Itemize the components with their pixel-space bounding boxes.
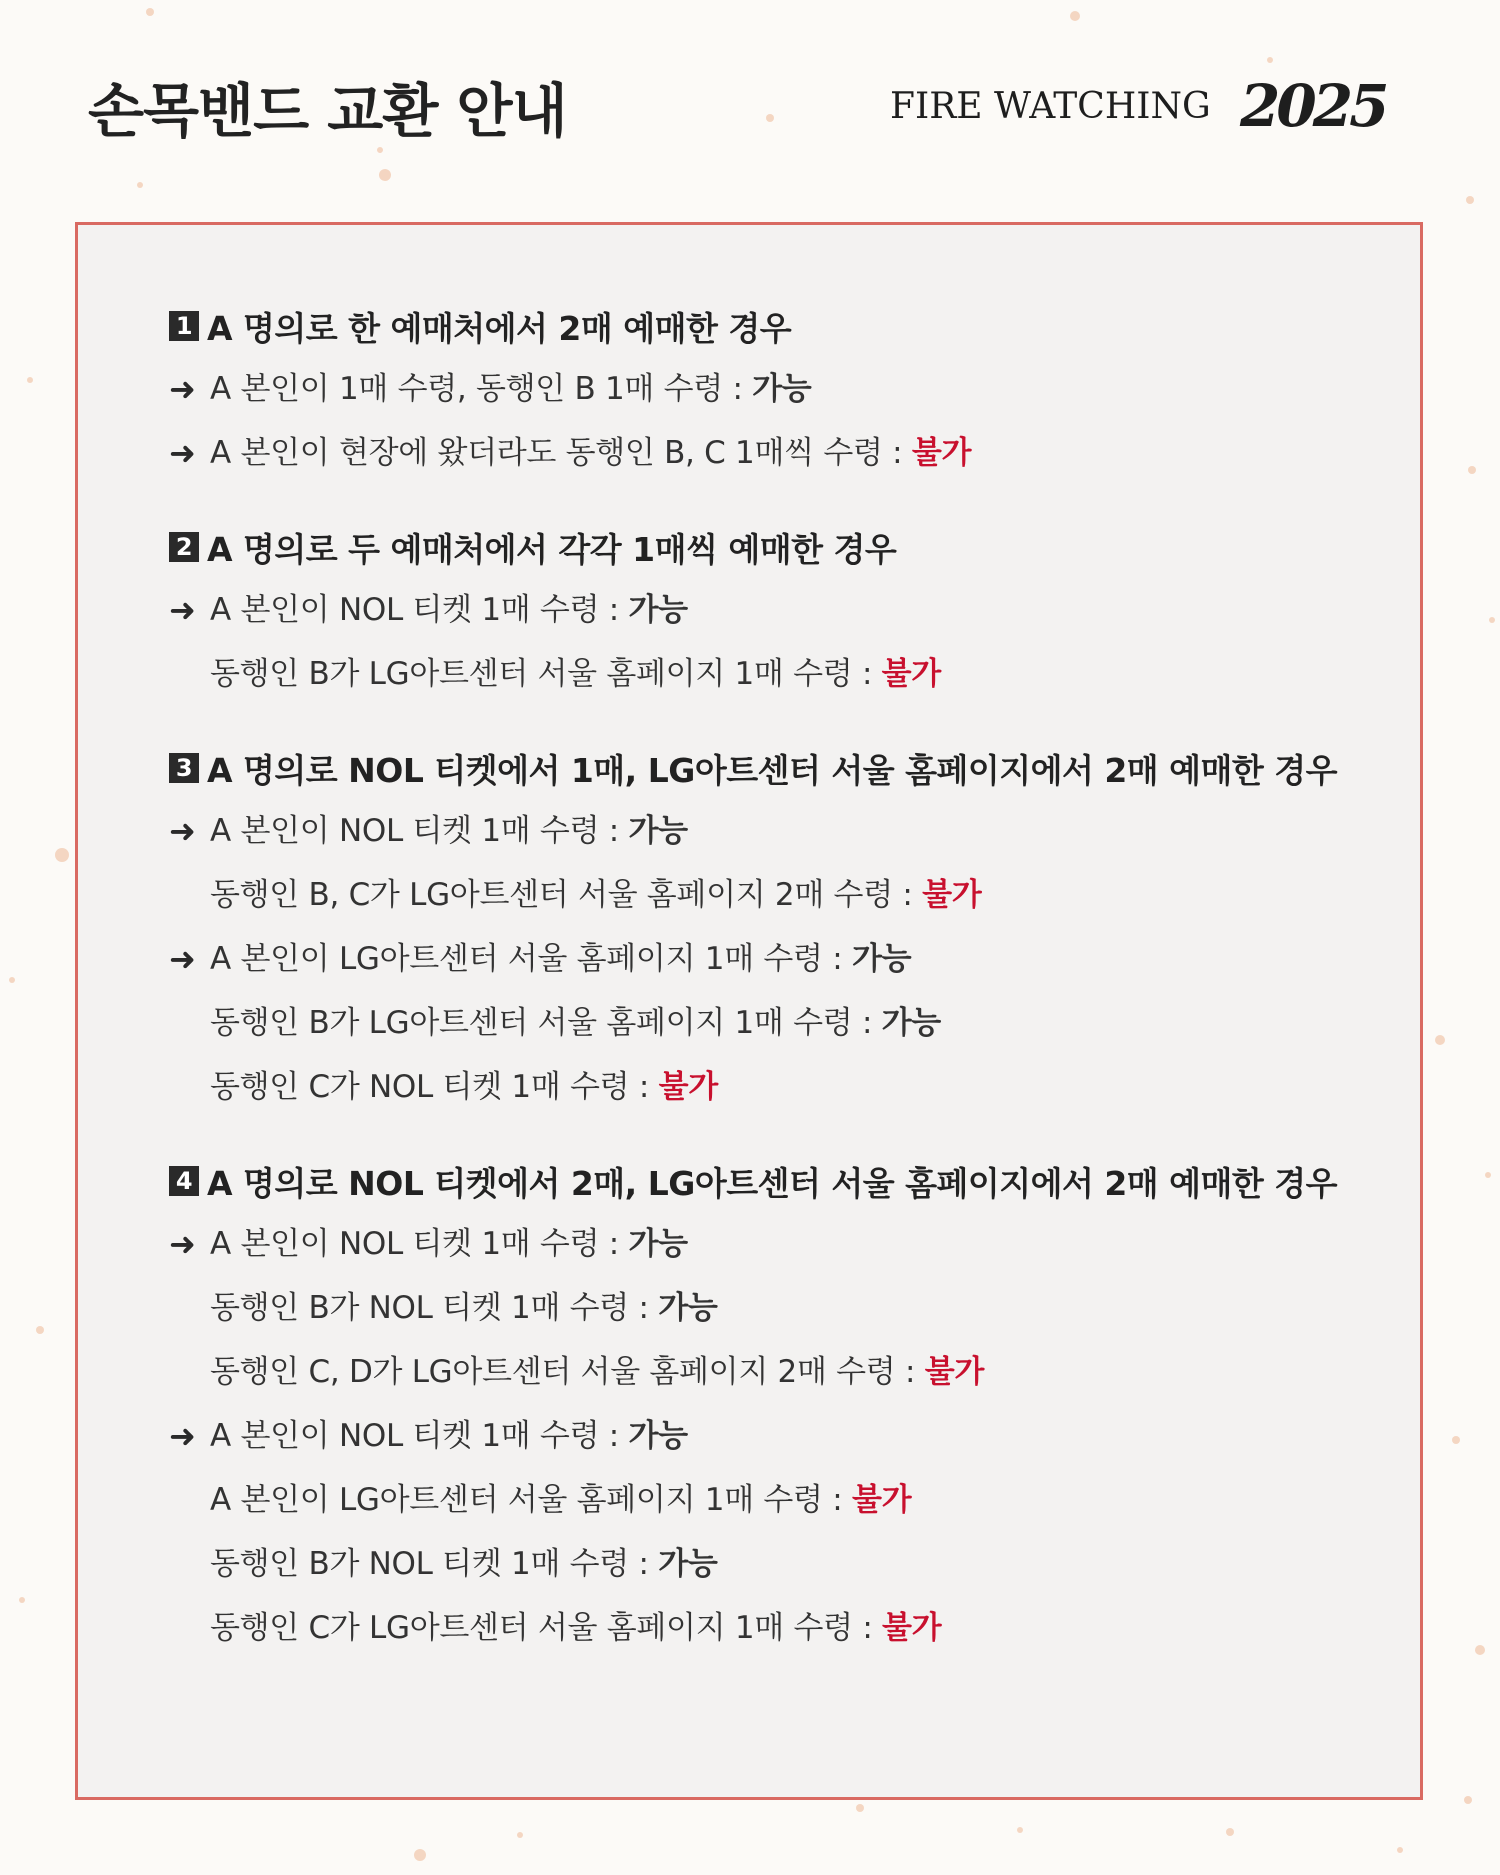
verdict-allowed: 가능 (658, 1290, 718, 1326)
right-arrow-icon: ➜ (169, 434, 196, 472)
case-line (169, 939, 1389, 980)
line-text: A 본인이 1매 수령, 동행인 B 1매 수령 : (210, 371, 753, 407)
cases-list (169, 305, 1389, 1701)
case-heading (169, 747, 1389, 789)
verdict-denied: 불가 (922, 877, 982, 913)
verdict-denied: 불가 (882, 1610, 942, 1646)
right-arrow-icon: ➜ (169, 370, 196, 408)
right-arrow-icon: ➜ (169, 1417, 196, 1455)
verdict-denied: 불가 (658, 1069, 718, 1105)
line-text: 동행인 B가 LG아트센터 서울 홈페이지 1매 수령 : (210, 1005, 882, 1041)
right-arrow-icon: ➜ (169, 591, 196, 629)
case-number-badge: 4 (169, 1166, 199, 1196)
case-block (169, 747, 1389, 1108)
verdict-allowed: 가능 (628, 1418, 688, 1454)
case-line (169, 433, 1389, 474)
verdict-denied: 불가 (924, 1354, 984, 1390)
case-block (169, 526, 1389, 695)
case-line (169, 1480, 1389, 1521)
verdict-denied: 불가 (881, 656, 941, 692)
right-arrow-icon: ➜ (169, 1225, 196, 1263)
case-heading-text: A 명의로 NOL 티켓에서 1매, LG아트센터 서울 홈페이지에서 2매 예매한 경우 (207, 750, 1338, 790)
case-line (169, 1416, 1389, 1457)
case-line (169, 1608, 1389, 1649)
verdict-allowed: 가능 (628, 813, 688, 849)
case-number-badge: 3 (169, 753, 199, 783)
exchange-rules-panel (75, 222, 1423, 1800)
verdict-allowed: 가능 (628, 592, 688, 628)
line-text: A 본인이 현장에 왔더라도 동행인 B, C 1매씩 수령 : (210, 435, 912, 471)
verdict-allowed: 가능 (752, 371, 812, 407)
verdict-allowed: 가능 (658, 1546, 718, 1582)
case-heading-text: A 명의로 두 예매처에서 각각 1매씩 예매한 경우 (207, 529, 897, 569)
line-text: 동행인 C가 LG아트센터 서울 홈페이지 1매 수령 : (210, 1610, 883, 1646)
line-text: 동행인 B, C가 LG아트센터 서울 홈페이지 2매 수령 : (210, 877, 923, 913)
case-line (169, 590, 1389, 631)
case-heading-text: A 명의로 NOL 티켓에서 2매, LG아트센터 서울 홈페이지에서 2매 예매한 경우 (207, 1163, 1338, 1203)
right-arrow-icon: ➜ (169, 940, 196, 978)
line-text: A 본인이 LG아트센터 서울 홈페이지 1매 수령 : (210, 1482, 852, 1518)
fire-watching-logo (890, 70, 1430, 140)
case-heading (169, 305, 1389, 347)
verdict-allowed: 가능 (851, 941, 912, 977)
line-text: 동행인 B가 NOL 티켓 1매 수령 : (210, 1546, 659, 1582)
logo-year: 2025 (1240, 72, 1386, 140)
case-heading (169, 1160, 1389, 1202)
case-line (169, 1003, 1389, 1044)
case-heading-text: A 명의로 한 예매처에서 2매 예매한 경우 (207, 308, 792, 348)
case-number-badge: 1 (169, 311, 199, 341)
case-line (169, 811, 1389, 852)
case-line (169, 1224, 1389, 1265)
line-text: A 본인이 LG아트센터 서울 홈페이지 1매 수령 : (210, 941, 852, 977)
case-line (169, 369, 1389, 410)
line-text: 동행인 C, D가 LG아트센터 서울 홈페이지 2매 수령 : (210, 1354, 925, 1390)
line-text: 동행인 B가 LG아트센터 서울 홈페이지 1매 수령 : (210, 656, 882, 692)
case-block (169, 305, 1389, 474)
case-line (169, 1067, 1389, 1108)
line-text: A 본인이 NOL 티켓 1매 수령 : (210, 813, 629, 849)
line-text: 동행인 B가 NOL 티켓 1매 수령 : (210, 1290, 659, 1326)
logo-text: FIRE WATCHING (890, 86, 1211, 127)
verdict-denied: 불가 (851, 1482, 912, 1518)
case-line (169, 1352, 1389, 1393)
page-title: 손목밴드 교환 안내 (88, 77, 567, 145)
case-line (169, 1544, 1389, 1585)
verdict-denied: 불가 (911, 435, 972, 471)
verdict-allowed: 가능 (881, 1005, 941, 1041)
right-arrow-icon: ➜ (169, 812, 196, 850)
line-text: A 본인이 NOL 티켓 1매 수령 : (210, 1226, 629, 1262)
line-text: A 본인이 NOL 티켓 1매 수령 : (210, 1418, 629, 1454)
case-line (169, 875, 1389, 916)
verdict-allowed: 가능 (628, 1226, 688, 1262)
case-line (169, 1288, 1389, 1329)
line-text: 동행인 C가 NOL 티켓 1매 수령 : (210, 1069, 659, 1105)
case-number-badge: 2 (169, 532, 199, 562)
line-text: A 본인이 NOL 티켓 1매 수령 : (210, 592, 629, 628)
case-block (169, 1160, 1389, 1649)
case-heading (169, 526, 1389, 568)
case-line (169, 654, 1389, 695)
